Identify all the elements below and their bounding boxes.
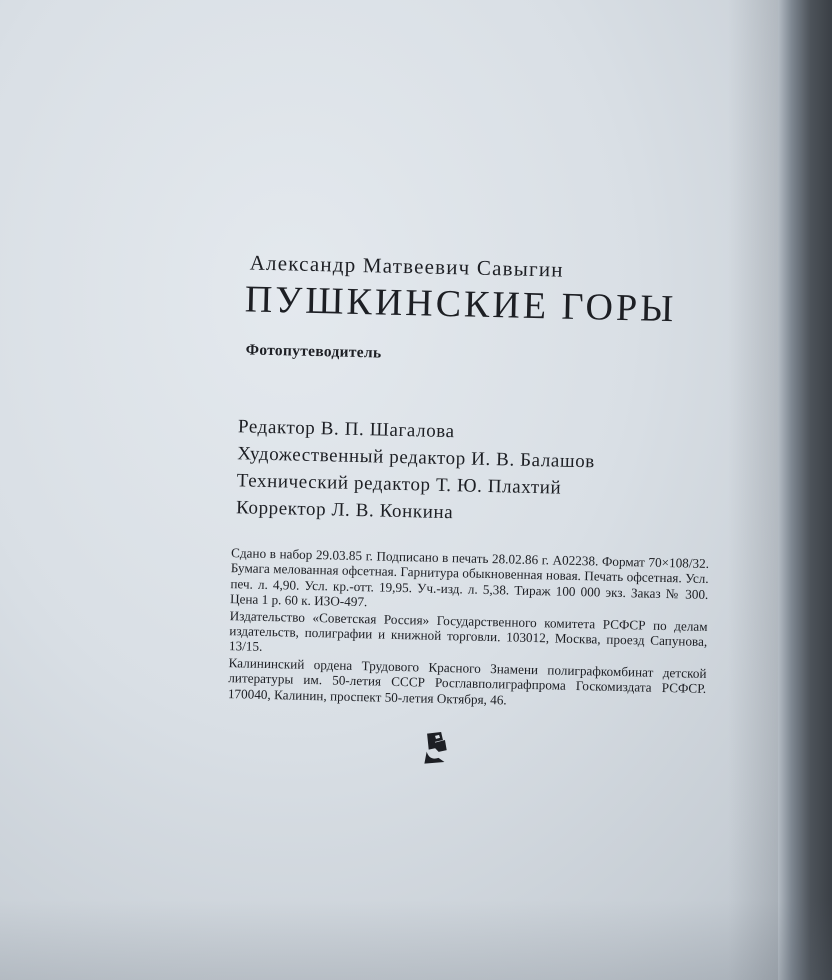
credit-editor: Редактор В. П. Шагалова <box>237 416 455 443</box>
imprint-publisher: Издательство «Советская Россия» Государственного комитета РСФСР по делам издательств, полиграфии и книжной торговли. 103012, Москва, проезд Сапунова, 13/15. <box>228 607 708 655</box>
title-page-text <box>216 250 737 773</box>
page-edge <box>778 0 832 980</box>
credit-art-editor: Художественный редактор И. В. Балашов <box>237 443 596 473</box>
book-title: ПУШКИНСКИЕ ГОРЫ <box>244 278 677 331</box>
bottom-shade <box>0 900 832 980</box>
publisher-logo-icon <box>420 730 451 767</box>
imprint-printing-house: Калининский ордена Трудового Красного Знамени полиграфкомбинат детской литературы им. 50-летия СССР Росглавполиграфпрома Госкомиздата РСФСР. 170040, Калинин, проспект 50-летия Октября, 46. <box>227 654 707 708</box>
book-author: Александр Матвеевич Савыгин <box>249 250 565 282</box>
imprint-print-details: Сдано в набор 29.03.85 г. Подписано в печать 28.02.86 г. А02238. Формат 70×108/32. Бумага мелованная офсетная. Гарнитура обыкновенная новая. Печать офсетная. Усл. печ. л. 4,90. Усл. кр.-отт. 19,95. Уч.-изд. л. 5,38. Тираж 100 000 экз. Заказ № 300. Цена 1 р. 60 к. ИЗО-497. <box>229 545 710 610</box>
credit-proofreader: Корректор Л. В. Конкина <box>235 497 454 524</box>
page-curve-shadow <box>728 0 778 980</box>
staff-credits <box>236 413 734 532</box>
imprint-block <box>228 545 709 712</box>
credit-technical-editor: Технический редактор Т. Ю. Плахтий <box>236 470 562 499</box>
book-subtitle: Фотопутеводитель <box>245 341 382 362</box>
